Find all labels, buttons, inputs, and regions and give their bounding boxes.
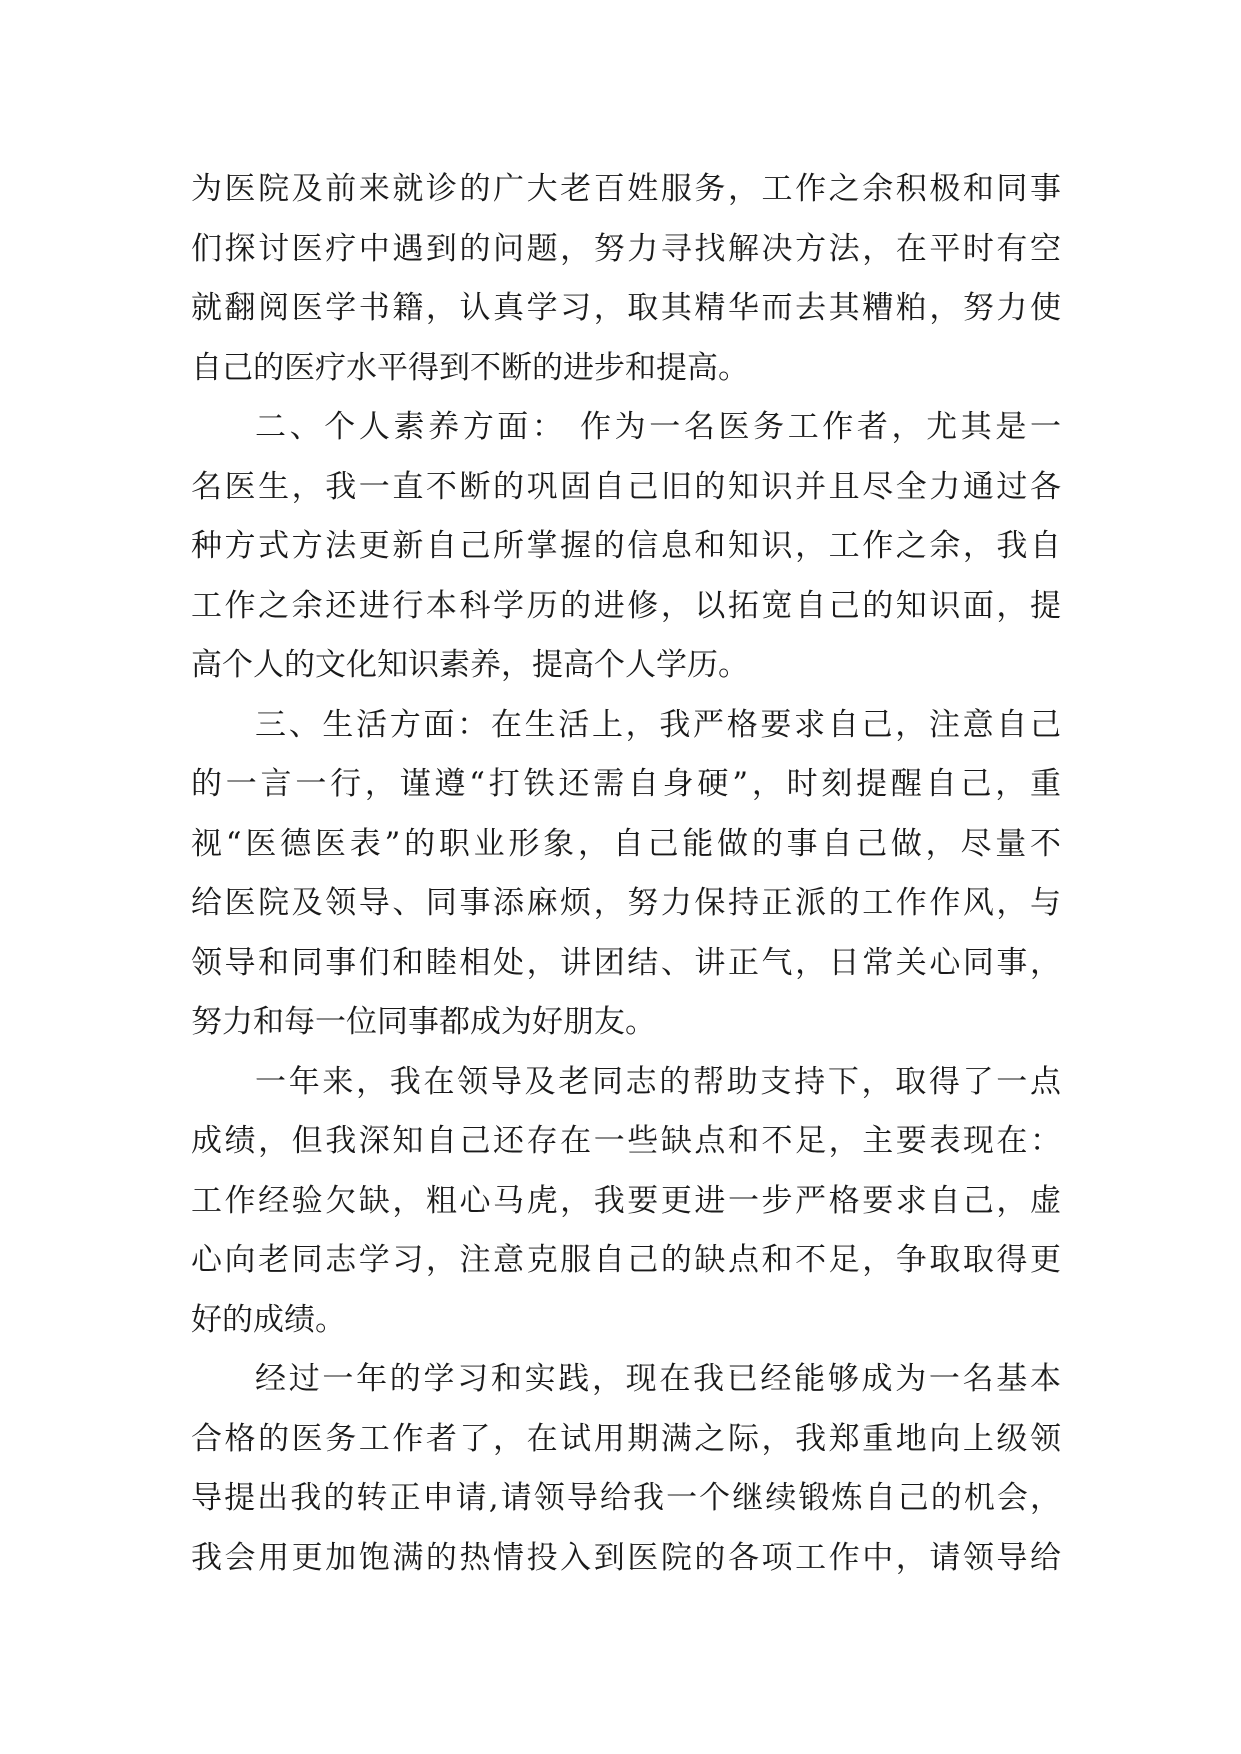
paragraph-line: 视“医德医表”的职业形象，自己能做的事自己做，尽量不 [191, 825, 1061, 862]
paragraph-line: 种方式方法更新自己所掌握的信息和知识，工作之余，我自 [191, 528, 1061, 564]
paragraph-line: 成绩，但我深知自己还存在一些缺点和不足，主要表现在： [191, 1123, 1061, 1159]
paragraph-line: 经过一年的学习和实践，现在我已经能够成为一名基本 [255, 1361, 1061, 1397]
paragraph-line: 为医院及前来就诊的广大老百姓服务，工作之余积极和同事 [191, 171, 1061, 207]
paragraph-line: 三、生活方面：在生活上，我严格要求自己，注意自己 [255, 706, 1061, 743]
paragraph-line: 高个人的文化知识素养，提高个人学历。 [191, 647, 749, 683]
document-body [191, 160, 1061, 1588]
paragraph-line: 工作之余还进行本科学历的进修，以拓宽自己的知识面，提 [191, 587, 1061, 624]
paragraph-line: 给医院及领导、同事添麻烦，努力保持正派的工作作风，与 [191, 885, 1061, 921]
paragraph-line: 好的成绩。 [191, 1301, 346, 1338]
paragraph-line: 就翻阅医学书籍，认真学习，取其精华而去其糟粕，努力使 [191, 290, 1061, 326]
paragraph-line: 导提出我的转正申请,请领导给我一个继续锻炼自己的机会， [191, 1480, 1061, 1516]
paragraph-line: 心向老同志学习，注意克服自己的缺点和不足，争取取得更 [191, 1242, 1061, 1278]
paragraph-line: 努力和每一位同事都成为好朋友。 [191, 1004, 656, 1040]
paragraph-line: 自己的医疗水平得到不断的进步和提高。 [191, 349, 749, 386]
paragraph-line: 工作经验欠缺，粗心马虎，我要更进一步严格要求自己，虚 [191, 1182, 1061, 1219]
paragraph-line: 我会用更加饱满的热情投入到医院的各项工作中，请领导给 [191, 1539, 1061, 1576]
paragraph-line: 们探讨医疗中遇到的问题，努力寻找解决方法，在平时有空 [191, 230, 1061, 267]
paragraph-line: 一年来，我在领导及老同志的帮助支持下，取得了一点 [255, 1063, 1061, 1100]
paragraph-line: 领导和同事们和睦相处，讲团结、讲正气，日常关心同事， [191, 944, 1061, 981]
paragraph-line: 的一言一行，谨遵“打铁还需自身硬”，时刻提醒自己，重 [191, 766, 1061, 802]
paragraph-line: 二、个人素养方面： 作为一名医务工作者，尤其是一 [255, 409, 1061, 445]
paragraph-line: 名医生，我一直不断的巩固自己旧的知识并且尽全力通过各 [191, 468, 1061, 505]
paragraph-line: 合格的医务工作者了，在试用期满之际，我郑重地向上级领 [191, 1420, 1061, 1457]
